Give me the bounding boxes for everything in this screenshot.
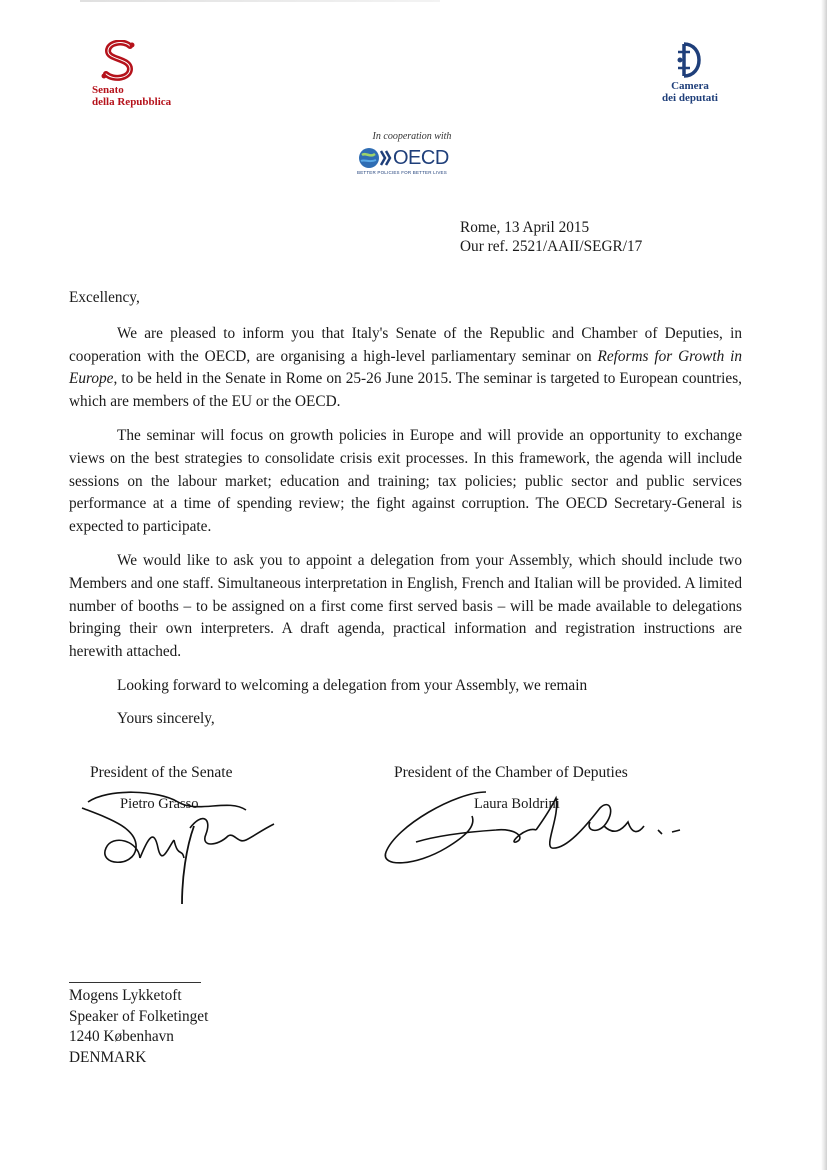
date-line: Rome, 13 April 2015 <box>460 219 590 236</box>
recipient-rule <box>69 982 201 983</box>
letter-body <box>69 287 742 731</box>
page-edge-shadow <box>821 0 827 1170</box>
recipient-block <box>69 986 208 1068</box>
paragraph-1 <box>69 323 742 414</box>
senate-logo <box>92 40 182 108</box>
reference-line: Our ref. 2521/AAII/SEGR/17 <box>460 238 643 255</box>
scan-artifact <box>80 0 440 2</box>
closing: Yours sincerely, <box>117 709 215 727</box>
oecd-logo <box>357 146 467 175</box>
paragraph-3: We would like to ask you to appoint a delegation from your Assembly, which should include two Members and one staff. Simultaneous interpretation in English, French and Italian will be provided. A limited number of booths – to be assigned on a first come first served basis – will be made available to delegations bringing their own interpreters. A draft agenda, practical information and registration instructions are herewith attached. <box>69 551 742 661</box>
senate-emblem-icon <box>96 40 142 84</box>
salutation: Excellency, <box>69 289 140 306</box>
oecd-globe-icon <box>357 146 393 170</box>
paragraph-2: The seminar will focus on growth policies in Europe and will provide an opportunity to exchange views on the best strategies to consolidate crisis exit processes. In this framework, the agenda will include sessions on the labour market; education and training; tax policies; public sector and public services performance at a time of spending review; the fight against corruption. The OECD Secretary-General is expected to participate. <box>69 426 742 536</box>
oecd-name: OECD <box>393 146 449 169</box>
seminar-title: Reforms for Growth in Europe <box>69 347 743 388</box>
left-signatory-title: President of the Senate <box>90 764 233 781</box>
recipient-name: Mogens Lykketoft <box>69 987 182 1004</box>
left-signature-icon <box>78 788 278 908</box>
recipient-title: Speaker of Folketinget <box>69 1007 209 1025</box>
right-signature-icon <box>376 786 696 876</box>
oecd-tagline: BETTER POLICIES FOR BETTER LIVES <box>357 170 447 175</box>
camera-logo <box>650 40 730 104</box>
cooperation-text: In cooperation with <box>372 131 452 142</box>
paragraph-1-text-a: We are pleased to inform you that Italy's Senate of the Republic and Chamber of Deputies, in cooperation with the OECD, are organising a high-level parliamentary seminar on <box>69 324 742 365</box>
senate-logo-line2: della Repubblica <box>92 96 172 108</box>
recipient-city: 1240 København <box>69 1028 174 1045</box>
recipient-country: DENMARK <box>69 1048 147 1066</box>
camera-logo-line2: dei deputati <box>662 92 718 104</box>
camera-logo-line1: Camera <box>671 80 709 92</box>
senate-logo-line1: Senato <box>92 84 124 96</box>
camera-emblem-icon <box>674 40 706 80</box>
paragraph-4: Looking forward to welcoming a delegation from your Assembly, we remain <box>117 676 588 694</box>
left-signatory-name: Pietro Grasso <box>120 796 199 812</box>
right-signatory-title: President of the Chamber of Deputies <box>394 764 628 781</box>
paragraph-1-text-b: , to be held in the Senate in Rome on 25-26 June 2015. The seminar is targeted to European countries, which are members of the EU or the OECD. <box>69 370 742 411</box>
right-signatory-name: Laura Boldrini <box>474 796 560 812</box>
